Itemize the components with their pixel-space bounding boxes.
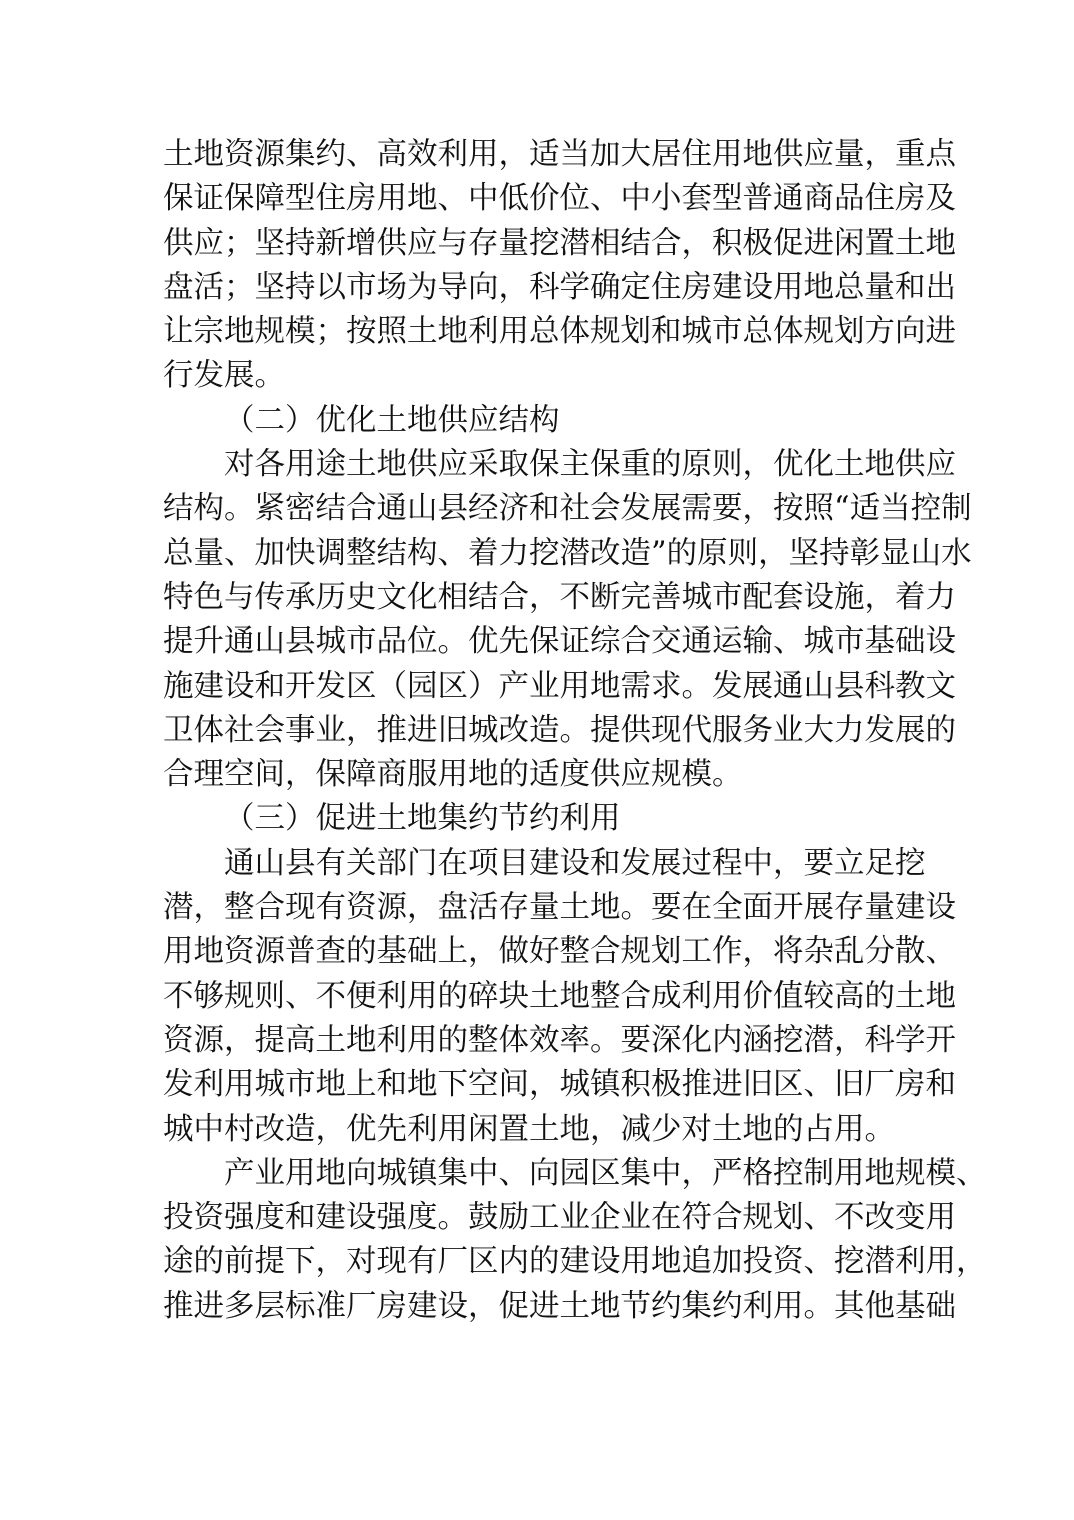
- text-line: 特色与传承历史文化相结合，不断完善城市配套设施，着力: [163, 579, 956, 615]
- text-line: 不够规则、不便利用的碎块土地整合成利用价值较高的土地: [163, 978, 956, 1014]
- text-line: 投资强度和建设强度。鼓励工业企业在符合规划、不改变用: [163, 1200, 956, 1236]
- text-line: 城中村改造，优先利用闲置土地，减少对土地的占用。: [163, 1111, 895, 1147]
- section-heading-3: （三）促进土地集约节约利用: [224, 801, 621, 837]
- text-line: 通山县有关部门在项目建设和发展过程中，要立足挖: [224, 845, 926, 881]
- text-line: 途的前提下，对现有厂区内的建设用地追加投资、挖潜利用，: [163, 1244, 987, 1280]
- text-line: 让宗地规模；按照土地利用总体规划和城市总体规划方向进: [163, 314, 956, 350]
- text-line: 用地资源普查的基础上，做好整合规划工作，将杂乱分散、: [163, 934, 956, 970]
- section-heading-2: （二）优化土地供应结构: [224, 402, 560, 438]
- text-line: 供应；坚持新增供应与存量挖潜相结合，积极促进闲置土地: [163, 225, 956, 261]
- text-line: 推进多层标准厂房建设，促进土地节约集约利用。其他基础: [163, 1288, 956, 1324]
- text-line: 潜，整合现有资源，盘活存量土地。要在全面开展存量建设: [163, 890, 956, 926]
- text-line: 土地资源集约、高效利用，适当加大居住用地供应量，重点: [163, 137, 956, 172]
- text-line: 行发展。: [163, 358, 285, 394]
- text-line: 结构。紧密结合通山县经济和社会发展需要，按照“适当控制: [163, 491, 972, 527]
- text-line: 保证保障型住房用地、中低价位、中小套型普通商品住房及: [163, 181, 956, 217]
- text-line: 卫体社会事业，推进旧城改造。提供现代服务业大力发展的: [163, 712, 956, 748]
- text-line: 总量、加快调整结构、着力挖潜改造”的原则，坚持彰显山水: [163, 535, 972, 571]
- text-line: 合理空间，保障商服用地的适度供应规模。: [163, 757, 743, 793]
- text-line: 产业用地向城镇集中、向园区集中，严格控制用地规模、: [224, 1155, 987, 1191]
- text-line: 施建设和开发区（园区）产业用地需求。发展通山县科教文: [163, 668, 956, 704]
- text-line: 资源，提高土地利用的整体效率。要深化内涵挖潜，科学开: [163, 1022, 956, 1058]
- text-line: 对各用途土地供应采取保主保重的原则，优化土地供应: [224, 447, 956, 483]
- text-line: 发利用城市地上和地下空间，城镇积极推进旧区、旧厂房和: [163, 1067, 956, 1103]
- body-text: [163, 133, 987, 1329]
- text-line: 盘活；坚持以市场为导向，科学确定住房建设用地总量和出: [163, 269, 956, 305]
- text-line: 提升通山县城市品位。优先保证综合交通运输、城市基础设: [163, 624, 956, 660]
